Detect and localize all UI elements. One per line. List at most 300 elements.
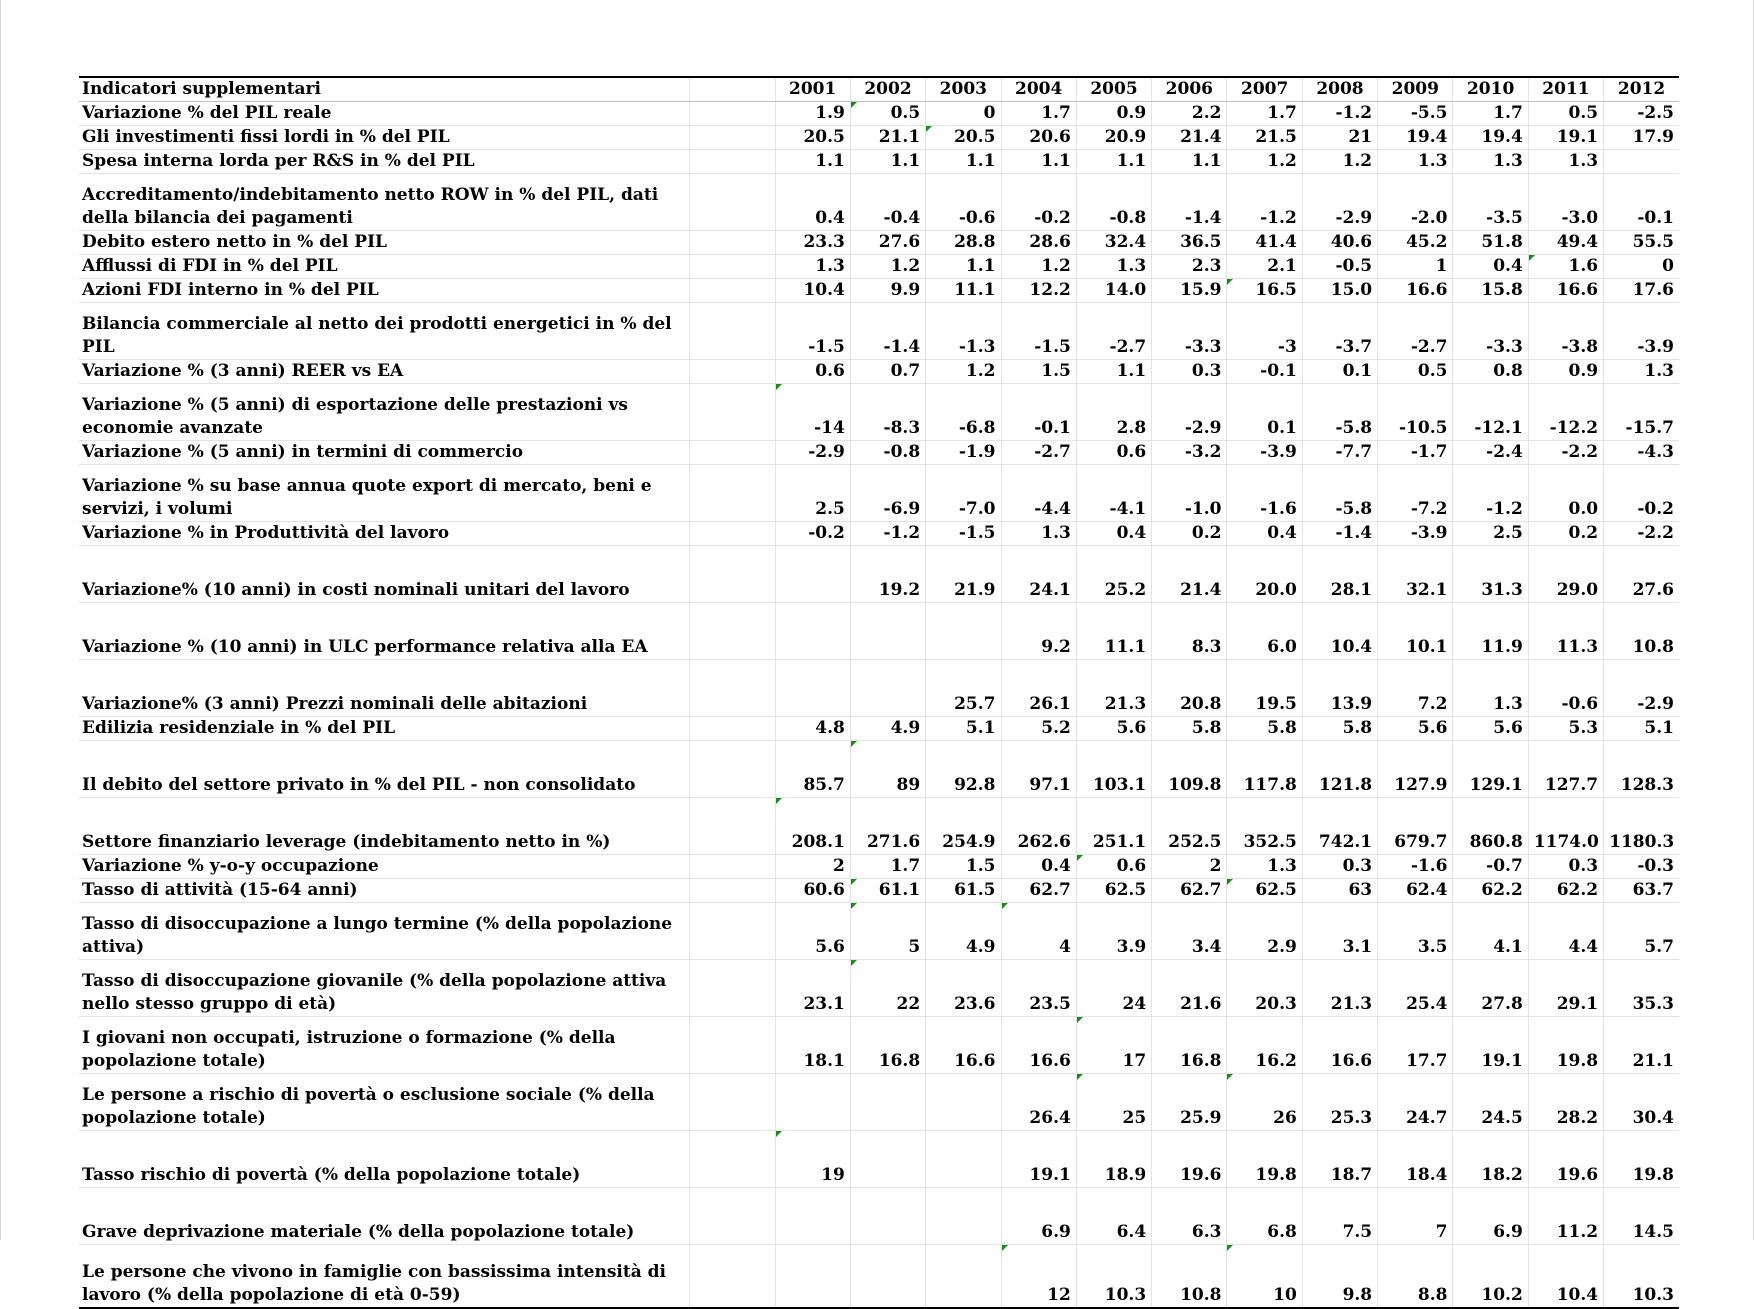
value-cell[interactable] [1528,741,1603,798]
value-cell[interactable] [1302,798,1377,855]
value-cell[interactable] [1152,960,1227,1017]
value-cell[interactable] [1453,465,1528,522]
value-cell[interactable] [1227,960,1302,1017]
value-cell[interactable] [1076,1245,1151,1309]
value-cell[interactable] [1302,1074,1377,1131]
empty-header-cell[interactable] [689,77,775,102]
value-cell[interactable] [926,603,1001,660]
value-cell[interactable] [1378,741,1453,798]
value-cell[interactable] [1453,384,1528,441]
value-cell[interactable] [1076,231,1151,255]
value-cell[interactable] [1076,1131,1151,1188]
value-cell[interactable] [850,102,925,126]
value-cell[interactable] [775,855,850,879]
value-cell[interactable] [1453,660,1528,717]
value-cell[interactable] [1604,255,1679,279]
value-cell[interactable] [1378,960,1453,1017]
value-cell[interactable] [1528,660,1603,717]
value-cell[interactable] [1001,174,1076,231]
empty-cell[interactable] [689,741,775,798]
value-cell[interactable] [850,717,925,741]
value-cell[interactable] [775,360,850,384]
value-cell[interactable] [926,231,1001,255]
value-cell[interactable] [1378,546,1453,603]
value-cell[interactable] [926,384,1001,441]
value-cell[interactable] [1076,1188,1151,1245]
value-cell[interactable] [1453,798,1528,855]
value-cell[interactable] [1378,717,1453,741]
row-label[interactable]: Gli investimenti fissi lordi in % del PIL [79,126,689,150]
empty-cell[interactable] [689,1131,775,1188]
value-cell[interactable] [775,384,850,441]
empty-cell[interactable] [689,441,775,465]
empty-cell[interactable] [689,384,775,441]
row-label[interactable]: Le persone a rischio di povertà o esclusione sociale (% della popolazione totale) [79,1074,689,1131]
empty-cell[interactable] [689,603,775,660]
value-cell[interactable] [1604,1188,1679,1245]
year-header[interactable]: 2001 [775,77,850,102]
value-cell[interactable] [1001,1188,1076,1245]
value-cell[interactable] [1528,1074,1603,1131]
value-cell[interactable] [775,279,850,303]
value-cell[interactable] [1604,1017,1679,1074]
value-cell[interactable] [1001,1017,1076,1074]
value-cell[interactable] [1378,903,1453,960]
row-label[interactable]: Variazione % (5 anni) di esportazione delle prestazioni vs economie avanzate [79,384,689,441]
value-cell[interactable] [775,102,850,126]
value-cell[interactable] [1152,441,1227,465]
year-header[interactable]: 2006 [1152,77,1227,102]
value-cell[interactable] [1302,150,1377,174]
value-cell[interactable] [850,360,925,384]
value-cell[interactable] [1076,303,1151,360]
value-cell[interactable] [1152,879,1227,903]
empty-cell[interactable] [689,279,775,303]
value-cell[interactable] [1604,798,1679,855]
value-cell[interactable] [1604,546,1679,603]
empty-cell[interactable] [689,660,775,717]
value-cell[interactable] [1453,879,1528,903]
value-cell[interactable] [1152,360,1227,384]
value-cell[interactable] [1528,717,1603,741]
value-cell[interactable] [1001,384,1076,441]
value-cell[interactable] [1227,879,1302,903]
value-cell[interactable] [1378,660,1453,717]
value-cell[interactable] [1001,150,1076,174]
value-cell[interactable] [1604,855,1679,879]
value-cell[interactable] [1302,255,1377,279]
row-label[interactable]: Settore finanziario leverage (indebitamento netto in %) [79,798,689,855]
value-cell[interactable] [1076,798,1151,855]
value-cell[interactable] [775,1131,850,1188]
value-cell[interactable] [1152,231,1227,255]
value-cell[interactable] [1453,603,1528,660]
value-cell[interactable] [1076,465,1151,522]
value-cell[interactable] [926,660,1001,717]
value-cell[interactable] [1604,960,1679,1017]
value-cell[interactable] [1001,102,1076,126]
value-cell[interactable] [1302,855,1377,879]
value-cell[interactable] [1378,855,1453,879]
row-label[interactable]: Grave deprivazione materiale (% della popolazione totale) [79,1188,689,1245]
value-cell[interactable] [1076,903,1151,960]
value-cell[interactable] [775,231,850,255]
value-cell[interactable] [1302,465,1377,522]
value-cell[interactable] [775,126,850,150]
value-cell[interactable] [926,1074,1001,1131]
value-cell[interactable] [1528,231,1603,255]
value-cell[interactable] [1453,279,1528,303]
value-cell[interactable] [1152,1245,1227,1309]
value-cell[interactable] [1302,741,1377,798]
value-cell[interactable] [1528,150,1603,174]
value-cell[interactable] [926,855,1001,879]
value-cell[interactable] [1152,603,1227,660]
year-header[interactable]: 2005 [1076,77,1151,102]
year-header[interactable]: 2009 [1378,77,1453,102]
row-label[interactable]: Tasso di attività (15-64 anni) [79,879,689,903]
value-cell[interactable] [1378,255,1453,279]
value-cell[interactable] [1152,255,1227,279]
value-cell[interactable] [1152,522,1227,546]
value-cell[interactable] [1152,102,1227,126]
empty-cell[interactable] [689,855,775,879]
value-cell[interactable] [1227,717,1302,741]
value-cell[interactable] [850,465,925,522]
row-label[interactable]: Tasso di disoccupazione giovanile (% della popolazione attiva nello stesso gruppo di età) [79,960,689,1017]
value-cell[interactable] [1453,150,1528,174]
value-cell[interactable] [1227,1017,1302,1074]
year-header[interactable]: 2011 [1528,77,1603,102]
empty-cell[interactable] [689,360,775,384]
value-cell[interactable] [850,741,925,798]
value-cell[interactable] [1378,1245,1453,1309]
year-header[interactable]: 2010 [1453,77,1528,102]
value-cell[interactable] [926,717,1001,741]
value-cell[interactable] [1604,903,1679,960]
value-cell[interactable] [1001,360,1076,384]
value-cell[interactable] [850,174,925,231]
row-label[interactable]: Accreditamento/indebitamento netto ROW in % del PIL, dati della bilancia dei pagamenti [79,174,689,231]
value-cell[interactable] [1604,303,1679,360]
value-cell[interactable] [1302,303,1377,360]
value-cell[interactable] [1227,441,1302,465]
value-cell[interactable] [1302,441,1377,465]
value-cell[interactable] [1378,465,1453,522]
value-cell[interactable] [1152,150,1227,174]
value-cell[interactable] [1302,1131,1377,1188]
value-cell[interactable] [850,303,925,360]
value-cell[interactable] [1076,360,1151,384]
value-cell[interactable] [1453,1074,1528,1131]
value-cell[interactable] [775,150,850,174]
value-cell[interactable] [1302,126,1377,150]
value-cell[interactable] [850,150,925,174]
value-cell[interactable] [1227,1245,1302,1309]
value-cell[interactable] [1604,360,1679,384]
value-cell[interactable] [1001,855,1076,879]
value-cell[interactable] [1604,522,1679,546]
value-cell[interactable] [850,1074,925,1131]
value-cell[interactable] [775,522,850,546]
value-cell[interactable] [1152,798,1227,855]
value-cell[interactable] [1453,903,1528,960]
value-cell[interactable] [1453,126,1528,150]
value-cell[interactable] [1001,126,1076,150]
value-cell[interactable] [1227,546,1302,603]
value-cell[interactable] [1453,1245,1528,1309]
value-cell[interactable] [1378,1188,1453,1245]
value-cell[interactable] [1001,279,1076,303]
value-cell[interactable] [1227,798,1302,855]
value-cell[interactable] [1001,660,1076,717]
value-cell[interactable] [1378,126,1453,150]
value-cell[interactable] [1227,903,1302,960]
empty-cell[interactable] [689,1188,775,1245]
year-header[interactable]: 2008 [1302,77,1377,102]
value-cell[interactable] [1528,384,1603,441]
value-cell[interactable] [1302,1188,1377,1245]
empty-cell[interactable] [689,1074,775,1131]
row-label[interactable]: Debito estero netto in % del PIL [79,231,689,255]
year-header[interactable]: 2002 [850,77,925,102]
value-cell[interactable] [1453,255,1528,279]
year-header[interactable]: 2007 [1227,77,1302,102]
value-cell[interactable] [1227,741,1302,798]
row-label[interactable]: Variazione % (5 anni) in termini di commercio [79,441,689,465]
value-cell[interactable] [1378,879,1453,903]
value-cell[interactable] [1001,465,1076,522]
empty-cell[interactable] [689,546,775,603]
value-cell[interactable] [1076,384,1151,441]
value-cell[interactable] [1152,546,1227,603]
empty-cell[interactable] [689,102,775,126]
value-cell[interactable] [1152,126,1227,150]
value-cell[interactable] [1001,1245,1076,1309]
value-cell[interactable] [1378,102,1453,126]
value-cell[interactable] [1453,1188,1528,1245]
value-cell[interactable] [1302,879,1377,903]
value-cell[interactable] [850,126,925,150]
value-cell[interactable] [1528,1131,1603,1188]
value-cell[interactable] [850,231,925,255]
value-cell[interactable] [926,1017,1001,1074]
row-label[interactable]: Azioni FDI interno in % del PIL [79,279,689,303]
value-cell[interactable] [926,279,1001,303]
value-cell[interactable] [1528,546,1603,603]
value-cell[interactable] [1378,603,1453,660]
value-cell[interactable] [1528,603,1603,660]
value-cell[interactable] [1528,441,1603,465]
value-cell[interactable] [1152,1188,1227,1245]
empty-cell[interactable] [689,903,775,960]
row-label[interactable]: Tasso rischio di povertà (% della popolazione totale) [79,1131,689,1188]
value-cell[interactable] [1453,546,1528,603]
value-cell[interactable] [1604,603,1679,660]
value-cell[interactable] [1227,384,1302,441]
value-cell[interactable] [775,1188,850,1245]
value-cell[interactable] [926,879,1001,903]
value-cell[interactable] [1001,798,1076,855]
value-cell[interactable] [1076,1017,1151,1074]
value-cell[interactable] [1453,1131,1528,1188]
value-cell[interactable] [1302,279,1377,303]
value-cell[interactable] [775,546,850,603]
value-cell[interactable] [1076,741,1151,798]
value-cell[interactable] [1528,855,1603,879]
value-cell[interactable] [1528,255,1603,279]
value-cell[interactable] [1528,174,1603,231]
value-cell[interactable] [926,174,1001,231]
empty-cell[interactable] [689,1245,775,1309]
value-cell[interactable] [1152,855,1227,879]
value-cell[interactable] [775,1017,850,1074]
value-cell[interactable] [1076,102,1151,126]
value-cell[interactable] [1076,174,1151,231]
value-cell[interactable] [1378,279,1453,303]
value-cell[interactable] [1302,231,1377,255]
empty-cell[interactable] [689,717,775,741]
row-label[interactable]: Variazione % y-o-y occupazione [79,855,689,879]
row-label[interactable]: Edilizia residenziale in % del PIL [79,717,689,741]
value-cell[interactable] [1152,741,1227,798]
value-cell[interactable] [850,441,925,465]
empty-cell[interactable] [689,231,775,255]
value-cell[interactable] [1528,1245,1603,1309]
value-cell[interactable] [1604,1074,1679,1131]
value-cell[interactable] [1302,903,1377,960]
value-cell[interactable] [850,384,925,441]
value-cell[interactable] [775,960,850,1017]
value-cell[interactable] [1227,603,1302,660]
value-cell[interactable] [1528,903,1603,960]
row-label[interactable]: Variazione% (10 anni) in costi nominali unitari del lavoro [79,546,689,603]
value-cell[interactable] [1604,150,1679,174]
value-cell[interactable] [850,546,925,603]
value-cell[interactable] [775,174,850,231]
value-cell[interactable] [1378,231,1453,255]
value-cell[interactable] [1076,255,1151,279]
value-cell[interactable] [1227,279,1302,303]
value-cell[interactable] [1076,1074,1151,1131]
value-cell[interactable] [1152,1017,1227,1074]
value-cell[interactable] [1227,1188,1302,1245]
row-label[interactable]: Variazione % in Produttività del lavoro [79,522,689,546]
value-cell[interactable] [1453,360,1528,384]
value-cell[interactable] [850,603,925,660]
empty-cell[interactable] [689,126,775,150]
value-cell[interactable] [1528,465,1603,522]
value-cell[interactable] [1604,102,1679,126]
value-cell[interactable] [775,603,850,660]
value-cell[interactable] [926,741,1001,798]
value-cell[interactable] [775,717,850,741]
value-cell[interactable] [1227,150,1302,174]
value-cell[interactable] [926,303,1001,360]
value-cell[interactable] [1076,960,1151,1017]
value-cell[interactable] [1076,660,1151,717]
row-label[interactable]: I giovani non occupati, istruzione o formazione (% della popolazione totale) [79,1017,689,1074]
value-cell[interactable] [775,303,850,360]
value-cell[interactable] [1378,1017,1453,1074]
value-cell[interactable] [1378,174,1453,231]
value-cell[interactable] [1453,303,1528,360]
year-header[interactable]: 2003 [926,77,1001,102]
value-cell[interactable] [1227,465,1302,522]
value-cell[interactable] [1152,717,1227,741]
value-cell[interactable] [1001,603,1076,660]
value-cell[interactable] [926,522,1001,546]
value-cell[interactable] [1528,279,1603,303]
value-cell[interactable] [850,660,925,717]
value-cell[interactable] [850,255,925,279]
value-cell[interactable] [1152,279,1227,303]
value-cell[interactable] [1302,1017,1377,1074]
empty-cell[interactable] [689,255,775,279]
value-cell[interactable] [775,879,850,903]
empty-cell[interactable] [689,174,775,231]
value-cell[interactable] [1453,441,1528,465]
value-cell[interactable] [1604,717,1679,741]
empty-cell[interactable] [689,303,775,360]
value-cell[interactable] [1227,1074,1302,1131]
value-cell[interactable] [1528,303,1603,360]
value-cell[interactable] [850,798,925,855]
row-label[interactable]: Tasso di disoccupazione a lungo termine (% della popolazione attiva) [79,903,689,960]
value-cell[interactable] [775,465,850,522]
year-header[interactable]: 2004 [1001,77,1076,102]
value-cell[interactable] [1453,855,1528,879]
value-cell[interactable] [926,1131,1001,1188]
value-cell[interactable] [775,1245,850,1309]
value-cell[interactable] [1227,126,1302,150]
value-cell[interactable] [926,360,1001,384]
value-cell[interactable] [1076,441,1151,465]
row-label[interactable]: Le persone che vivono in famiglie con bassissima intensità di lavoro (% della popolazione di età 0-59) [79,1245,689,1309]
value-cell[interactable] [1076,279,1151,303]
value-cell[interactable] [1152,903,1227,960]
value-cell[interactable] [1076,717,1151,741]
value-cell[interactable] [1528,879,1603,903]
row-label[interactable]: Spesa interna lorda per R&S in % del PIL [79,150,689,174]
value-cell[interactable] [1528,1017,1603,1074]
value-cell[interactable] [1001,903,1076,960]
value-cell[interactable] [1227,255,1302,279]
value-cell[interactable] [1528,798,1603,855]
empty-cell[interactable] [689,522,775,546]
value-cell[interactable] [1227,303,1302,360]
value-cell[interactable] [1453,174,1528,231]
value-cell[interactable] [1528,360,1603,384]
value-cell[interactable] [850,855,925,879]
value-cell[interactable] [1227,1131,1302,1188]
empty-cell[interactable] [689,879,775,903]
value-cell[interactable] [1227,855,1302,879]
value-cell[interactable] [1001,522,1076,546]
value-cell[interactable] [1076,879,1151,903]
value-cell[interactable] [1528,522,1603,546]
value-cell[interactable] [1378,522,1453,546]
value-cell[interactable] [775,660,850,717]
value-cell[interactable] [1378,798,1453,855]
value-cell[interactable] [1302,522,1377,546]
value-cell[interactable] [850,1188,925,1245]
value-cell[interactable] [1302,717,1377,741]
empty-cell[interactable] [689,465,775,522]
value-cell[interactable] [850,522,925,546]
value-cell[interactable] [1001,303,1076,360]
value-cell[interactable] [1378,150,1453,174]
